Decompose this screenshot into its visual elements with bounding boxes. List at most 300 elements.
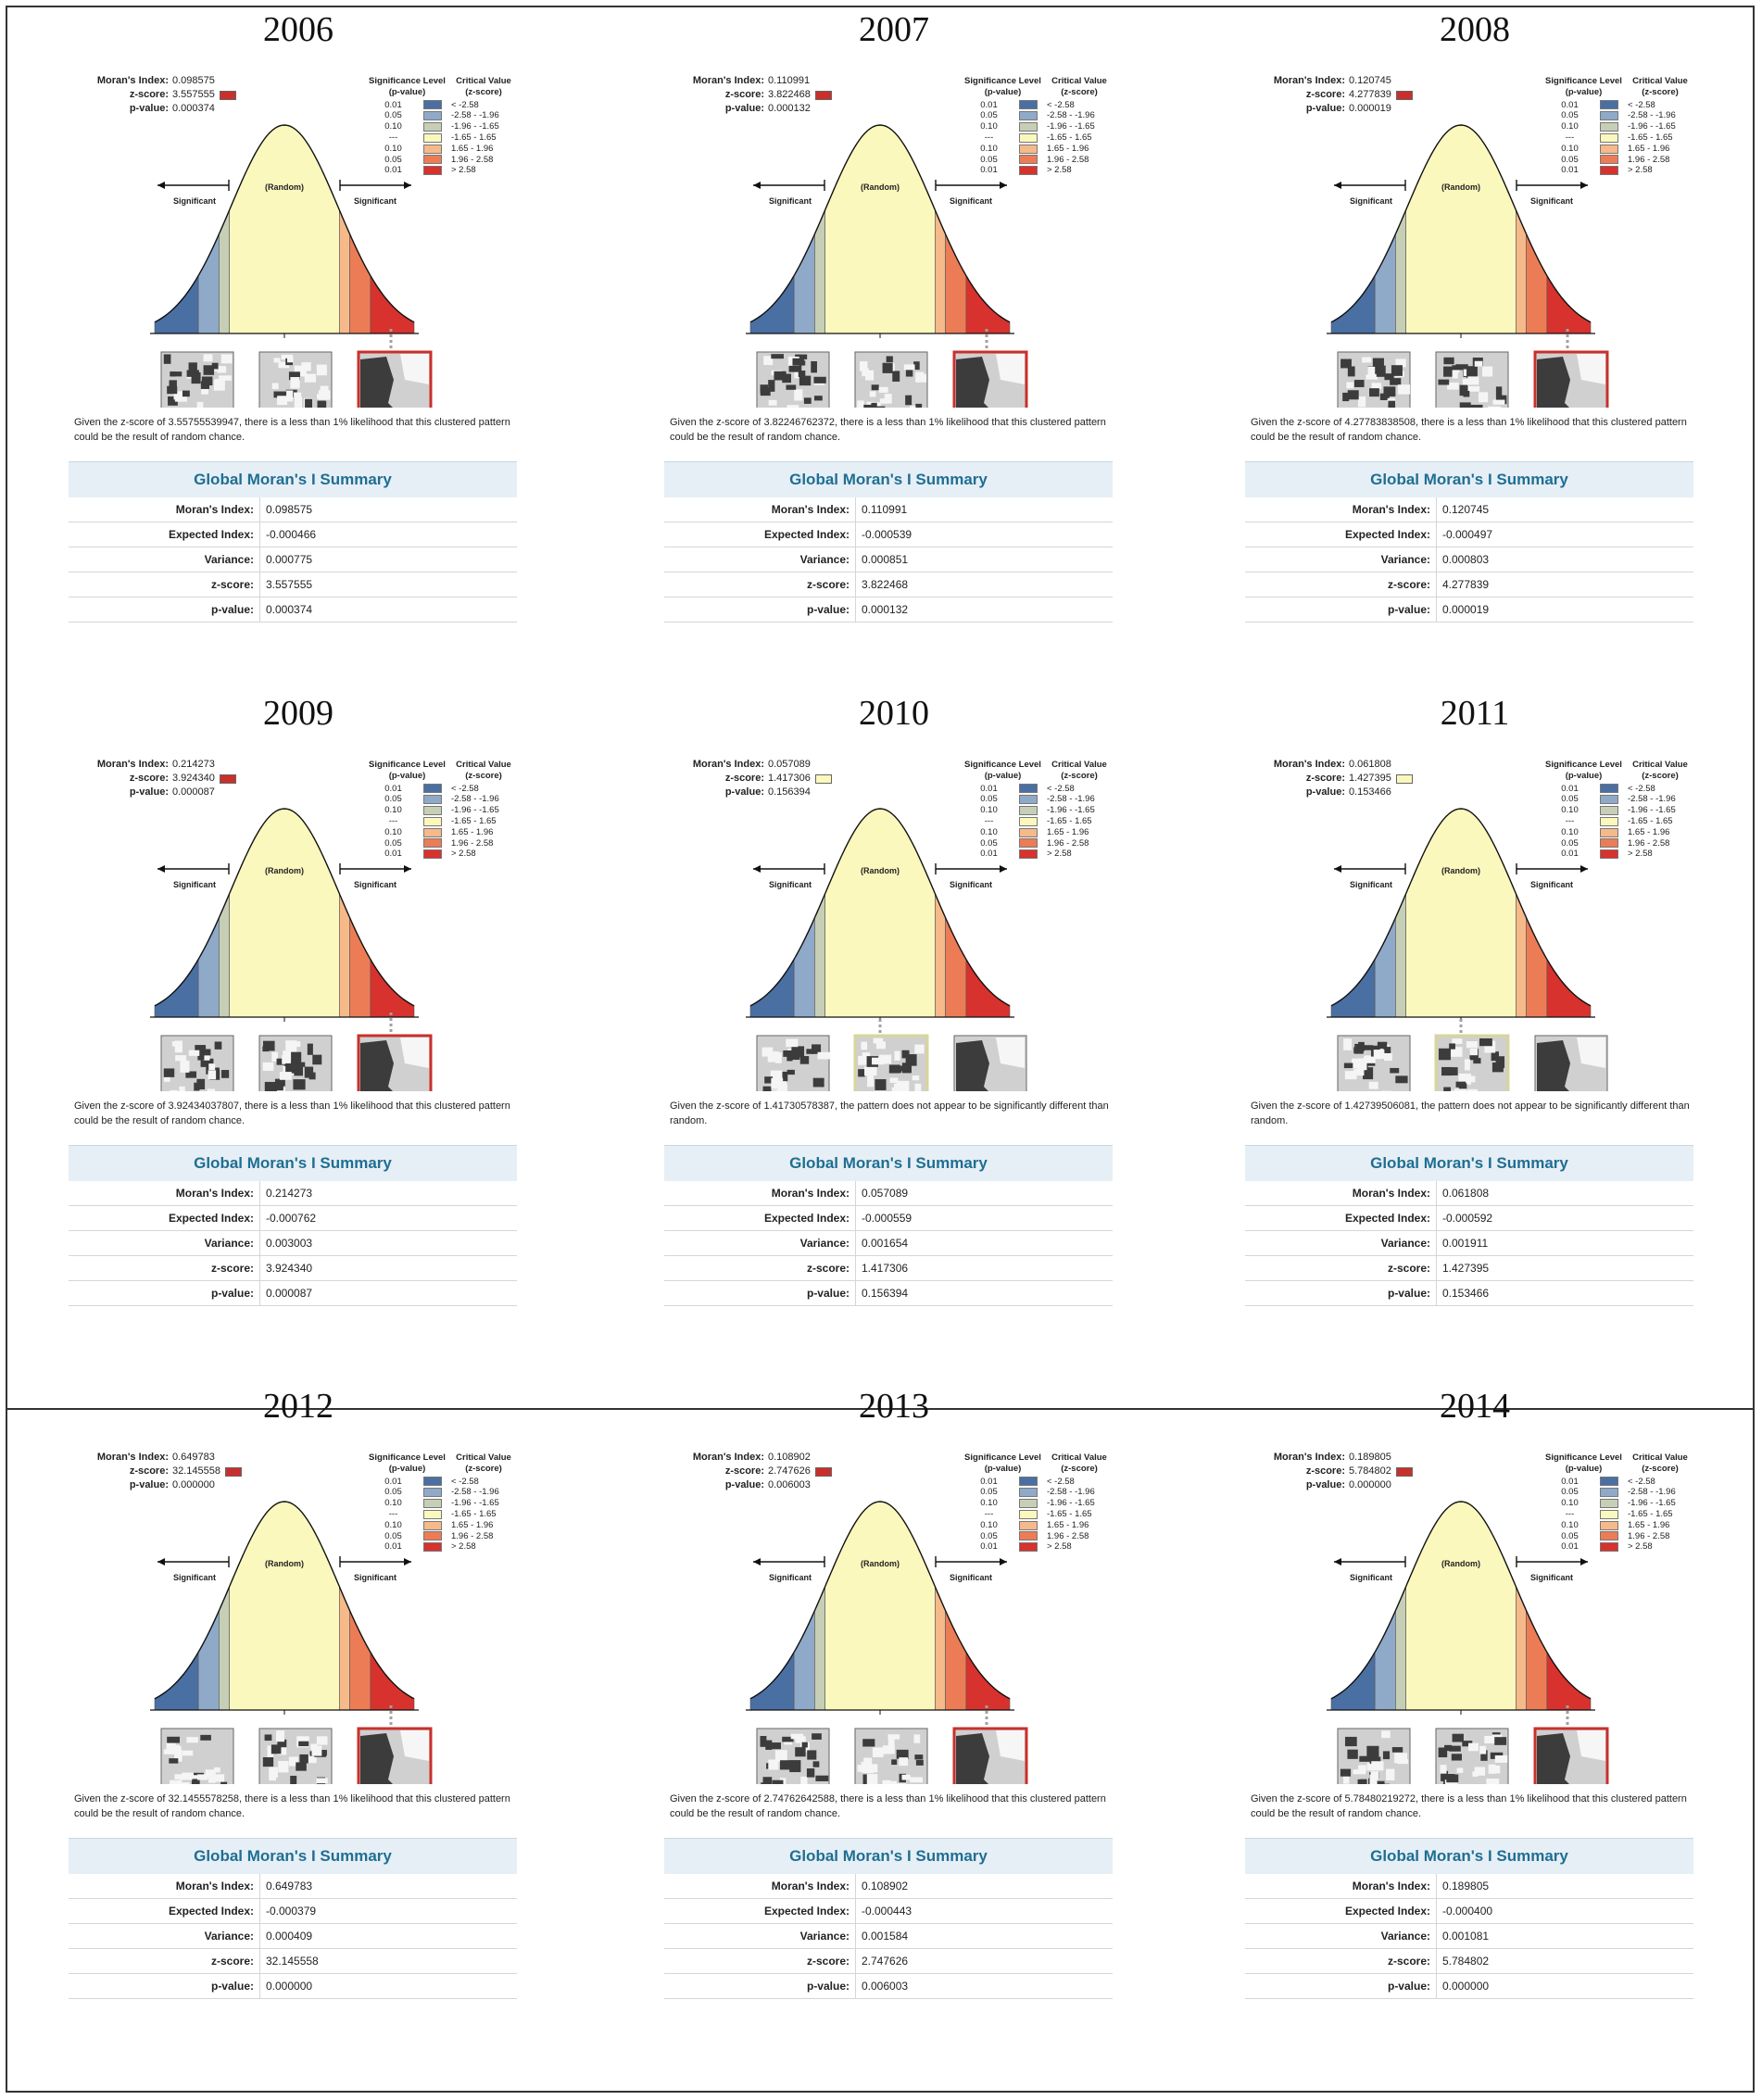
random-label: (Random) — [861, 1559, 900, 1568]
summary-key: Moran's Index: — [664, 497, 856, 522]
summary-title: Global Moran's I Summary — [69, 461, 517, 497]
pattern-map-random — [259, 352, 332, 408]
z-score-value: 5.784802 — [1349, 1465, 1391, 1477]
legend-p-value: 0.01 — [1561, 1541, 1579, 1553]
z-score-label: z-score: — [724, 89, 764, 100]
map-patch — [208, 1063, 215, 1070]
summary-key: Variance: — [664, 547, 856, 572]
normal-curve-graphic — [1234, 65, 1716, 408]
legend-p-value: 0.01 — [980, 849, 998, 860]
legend-p-value: 0.01 — [1561, 165, 1579, 176]
map-patch — [200, 1735, 211, 1741]
global-morans-summary — [69, 461, 517, 622]
summary-value: 0.110991 — [862, 503, 908, 516]
summary-title: Global Moran's I Summary — [664, 461, 1113, 497]
legend-z-range: 1.96 - 2.58 — [451, 154, 494, 165]
legend-z-range: -2.58 - -1.96 — [451, 110, 499, 121]
legend-p-value: 0.10 — [1561, 1519, 1579, 1530]
map-patch — [319, 390, 331, 399]
summary-key: p-value: — [69, 597, 260, 622]
curve-band-3 — [230, 809, 340, 1017]
map-patch — [1439, 1747, 1448, 1757]
summary-value: 0.120745 — [1442, 503, 1490, 516]
curve-band-5 — [1527, 918, 1547, 1017]
right-significant-label: Significant — [949, 880, 993, 889]
p-value-value: 0.156394 — [768, 786, 811, 798]
legend-z-range: 1.65 - 1.96 — [1047, 143, 1089, 154]
map-patch — [814, 396, 823, 400]
random-label: (Random) — [265, 1559, 304, 1568]
legend-z-range: 1.96 - 2.58 — [1047, 1530, 1089, 1541]
map-patch — [1452, 1038, 1462, 1044]
map-patch — [901, 1775, 910, 1780]
summary-key: z-score: — [664, 1256, 856, 1280]
left-arrow-head — [753, 1558, 761, 1566]
map-patch — [862, 1739, 875, 1746]
year-title: 2013 — [859, 1387, 929, 1426]
map-patch — [1454, 1088, 1466, 1091]
legend-z-range: -1.96 - -1.65 — [1047, 121, 1095, 132]
curve-band-3 — [825, 1502, 936, 1710]
summary-row — [1245, 1874, 1693, 1899]
map-patch — [880, 398, 887, 403]
summary-row — [1245, 1231, 1693, 1256]
legend-z-range: -1.96 - -1.65 — [451, 805, 499, 816]
legend-z-range: < -2.58 — [1047, 783, 1075, 794]
summary-key: Variance: — [1245, 547, 1437, 572]
morans-index-value: 0.120745 — [1349, 75, 1391, 86]
right-significant-label: Significant — [1529, 196, 1574, 206]
summary-row — [1245, 1974, 1693, 1999]
legend-p-value: 0.05 — [1561, 110, 1579, 121]
map-patch — [1366, 374, 1378, 379]
pattern-map-clustered — [954, 1729, 1026, 1784]
map-patch — [896, 1783, 906, 1784]
curve-band-1 — [198, 234, 219, 333]
map-patch — [290, 377, 299, 388]
map-patch — [786, 384, 796, 389]
map-patch — [318, 401, 326, 408]
map-patch — [319, 368, 325, 373]
legend-p-value: 0.10 — [1561, 121, 1579, 132]
map-patch — [1455, 364, 1467, 369]
legend-sig-header: Significance Level (p-value) — [369, 760, 446, 781]
curve-band-2 — [1395, 1587, 1405, 1710]
legend-z-range: -1.65 - 1.65 — [1628, 1508, 1673, 1519]
map-patch — [262, 1046, 269, 1051]
legend-p-value: 0.05 — [980, 1487, 998, 1498]
z-score-value: 32.145558 — [172, 1465, 220, 1477]
legend-p-value: 0.05 — [384, 110, 402, 121]
map-patch — [172, 1041, 178, 1046]
map-patch — [815, 1776, 828, 1781]
pattern-map-random — [855, 1036, 927, 1091]
summary-value: 0.189805 — [1442, 1880, 1490, 1893]
map-patch — [806, 1049, 813, 1053]
z-score-label: z-score: — [129, 89, 169, 100]
map-patch — [180, 1061, 189, 1073]
map-patch — [197, 402, 204, 408]
curve-band-5 — [946, 918, 966, 1017]
summary-value: 1.427395 — [1442, 1262, 1490, 1275]
map-patch — [794, 389, 802, 400]
curve-band-1 — [1375, 1611, 1395, 1710]
curve-band-1 — [198, 918, 219, 1017]
summary-row — [1245, 547, 1693, 572]
legend-p-value: 0.10 — [384, 121, 402, 132]
summary-row — [664, 497, 1113, 522]
map-patch — [1466, 1041, 1478, 1048]
p-value-label: p-value: — [724, 786, 764, 798]
summary-title: Global Moran's I Summary — [69, 1838, 517, 1874]
pattern-map-clustered — [954, 352, 1026, 408]
summary-row — [1245, 1949, 1693, 1974]
legend-z-range: -1.96 - -1.65 — [1047, 1498, 1095, 1509]
summary-value: 32.145558 — [266, 1955, 319, 1968]
curve-band-3 — [1406, 1502, 1517, 1710]
map-patch — [1343, 1776, 1349, 1783]
summary-value: 0.000000 — [266, 1980, 313, 1993]
year-title: 2008 — [1440, 10, 1510, 49]
map-patch — [1358, 1765, 1366, 1771]
map-patch — [1384, 1053, 1392, 1062]
legend-p-value: 0.10 — [980, 1498, 998, 1509]
curve-band-2 — [219, 894, 229, 1017]
summary-value: -0.000762 — [266, 1212, 317, 1225]
map-patch — [786, 1039, 798, 1048]
pattern-map-clustered — [1535, 1729, 1607, 1784]
map-patch — [858, 1069, 864, 1076]
p-value-value: 0.000000 — [172, 1479, 215, 1490]
interpretation-text: Given the z-score of 4.27783838508, there is a less than 1% likelihood that this clustered pattern could be the result of random chance. — [1251, 417, 1687, 443]
curve-band-2 — [814, 1587, 824, 1710]
map-patch — [280, 1072, 292, 1080]
map-patch — [775, 1750, 787, 1762]
legend-p-value: 0.01 — [1561, 783, 1579, 794]
summary-key: Expected Index: — [664, 1899, 856, 1923]
z-score-label: z-score: — [1305, 89, 1345, 100]
curve-band-6 — [966, 276, 1010, 333]
summary-value: 0.000409 — [266, 1930, 313, 1943]
summary-value: 0.153466 — [1442, 1287, 1490, 1300]
legend-sig-header: Significance Level (p-value) — [964, 76, 1041, 97]
map-patch — [1369, 1082, 1378, 1089]
summary-value: 0.001911 — [1442, 1237, 1489, 1250]
map-patch — [189, 1050, 200, 1056]
map-patch — [282, 1055, 291, 1064]
map-patch — [1378, 1781, 1385, 1784]
curve-band-4 — [935, 1587, 945, 1710]
legend-z-range: -1.96 - -1.65 — [451, 1498, 499, 1509]
curve-band-2 — [1395, 894, 1405, 1017]
map-patch — [761, 1782, 771, 1784]
morans-index-value: 0.649783 — [172, 1452, 215, 1463]
curve-band-4 — [935, 894, 945, 1017]
legend-z-range: > 2.58 — [451, 165, 476, 176]
legend-z-range: 1.65 - 1.96 — [1628, 826, 1670, 837]
map-patch — [892, 371, 900, 382]
summary-key: Variance: — [664, 1231, 856, 1255]
map-patch — [1348, 390, 1359, 399]
map-patch — [769, 400, 777, 406]
legend-p-value: 0.01 — [980, 783, 998, 794]
right-significant-label: Significant — [353, 880, 397, 889]
curve-band-6 — [371, 276, 414, 333]
pattern-map-clustered — [1535, 352, 1607, 408]
map-patch — [1369, 389, 1377, 396]
legend-z-range: 1.96 - 2.58 — [1628, 1530, 1670, 1541]
z-score-label: z-score: — [724, 1465, 764, 1477]
map-patch — [1358, 396, 1366, 407]
summary-key: p-value: — [664, 1281, 856, 1305]
map-patch — [298, 1742, 308, 1746]
map-patch — [295, 396, 302, 408]
legend-z-range: -1.65 - 1.65 — [1628, 815, 1673, 826]
summary-row — [1245, 1924, 1693, 1949]
summary-key: p-value: — [69, 1281, 260, 1305]
map-patch — [799, 376, 811, 386]
map-patch — [214, 1767, 220, 1773]
map-patch — [1362, 358, 1371, 363]
summary-key: Moran's Index: — [664, 1181, 856, 1205]
summary-row — [664, 1281, 1113, 1306]
curve-band-6 — [371, 1653, 414, 1710]
curve-band-5 — [350, 918, 371, 1017]
curve-band-5 — [946, 1611, 966, 1710]
legend-p-value: 0.05 — [1561, 837, 1579, 849]
random-label: (Random) — [1441, 182, 1480, 192]
legend-p-value: 0.10 — [384, 805, 402, 816]
summary-key: Expected Index: — [69, 1899, 260, 1923]
legend-p-value: 0.01 — [980, 1476, 998, 1487]
pattern-map-random — [259, 1036, 332, 1091]
map-patch — [867, 1075, 874, 1087]
year-panel-2011 — [1234, 693, 1716, 1369]
map-patch — [1475, 361, 1483, 367]
map-patch — [792, 358, 804, 366]
map-patch — [1475, 1767, 1485, 1776]
map-patch — [265, 1734, 272, 1741]
summary-row — [664, 1899, 1113, 1924]
map-patch — [294, 393, 301, 397]
summary-row — [1245, 1256, 1693, 1281]
p-value-label: p-value: — [129, 1479, 169, 1490]
curve-band-2 — [1395, 210, 1405, 333]
summary-key: Expected Index: — [69, 522, 260, 547]
summary-title: Global Moran's I Summary — [664, 1145, 1113, 1181]
legend-z-range: 1.65 - 1.96 — [1628, 143, 1670, 154]
legend-z-range: 1.96 - 2.58 — [1628, 154, 1670, 165]
summary-value: -0.000400 — [1442, 1905, 1493, 1918]
summary-key: Moran's Index: — [1245, 1181, 1437, 1205]
summary-row — [1245, 1181, 1693, 1206]
normal-curve-graphic — [653, 748, 1135, 1091]
legend-p-value: 0.01 — [384, 99, 402, 110]
map-patch — [795, 1747, 805, 1756]
legend-cv-header: Critical Value (z-score) — [1632, 76, 1688, 97]
map-patch — [914, 1084, 921, 1091]
summary-value: 0.000803 — [1442, 553, 1490, 566]
map-patch — [1395, 1075, 1407, 1083]
random-label: (Random) — [1441, 866, 1480, 875]
curve-band-2 — [219, 1587, 229, 1710]
summary-key: Expected Index: — [1245, 522, 1437, 547]
legend-cv-header: Critical Value (z-score) — [456, 760, 511, 781]
legend-z-range: 1.96 - 2.58 — [451, 1530, 494, 1541]
map-patch — [276, 1730, 284, 1742]
summary-title: Global Moran's I Summary — [1245, 1838, 1693, 1874]
map-patch — [1398, 384, 1410, 394]
map-patch — [762, 1048, 774, 1057]
summary-key: Variance: — [1245, 1231, 1437, 1255]
map-patch — [811, 361, 817, 372]
year-panel-2014 — [1234, 1386, 1716, 2062]
legend-sig-header: Significance Level (p-value) — [964, 1452, 1041, 1474]
legend-z-range: < -2.58 — [451, 783, 479, 794]
map-patch — [1369, 1775, 1377, 1784]
legend-z-range: -1.96 - -1.65 — [1628, 1498, 1676, 1509]
legend-sig-header: Significance Level (p-value) — [1545, 76, 1622, 97]
year-panel-2013 — [653, 1386, 1135, 2062]
map-patch — [1446, 1775, 1458, 1783]
legend-p-value: 0.05 — [1561, 1487, 1579, 1498]
morans-index-label: Moran's Index: — [96, 1452, 169, 1463]
map-patch — [892, 1088, 899, 1091]
legend-z-range: 1.96 - 2.58 — [451, 837, 494, 849]
summary-row — [664, 522, 1113, 547]
map-patch — [1347, 1750, 1357, 1759]
summary-key: Moran's Index: — [664, 1874, 856, 1898]
summary-row — [69, 1899, 517, 1924]
summary-row — [1245, 1206, 1693, 1231]
legend-p-value: 0.01 — [384, 1541, 402, 1553]
legend-p-value: 0.01 — [980, 165, 998, 176]
p-value-value: 0.000374 — [172, 103, 215, 114]
interpretation-text: Given the z-score of 1.42739506081, the pattern does not appear to be significantly different than random. — [1251, 1100, 1690, 1126]
legend-z-range: -1.65 - 1.65 — [1047, 815, 1092, 826]
map-patch — [915, 374, 926, 383]
pattern-map-random — [259, 1729, 332, 1784]
legend-z-range: -1.65 - 1.65 — [451, 815, 497, 826]
summary-value: 0.214273 — [266, 1187, 313, 1200]
pattern-map-clustered — [359, 352, 431, 408]
legend-cv-header: Critical Value (z-score) — [1051, 1452, 1107, 1474]
summary-value: 0.003003 — [266, 1237, 313, 1250]
summary-row — [664, 597, 1113, 622]
curve-band-3 — [1406, 809, 1517, 1017]
summary-key: p-value: — [664, 1974, 856, 1998]
morans-index-value: 0.108902 — [768, 1452, 811, 1463]
p-value-label: p-value: — [724, 1479, 764, 1490]
legend-p-value: 0.10 — [384, 1519, 402, 1530]
map-patch — [1492, 1063, 1504, 1072]
map-patch — [1343, 1038, 1352, 1050]
right-significant-label: Significant — [353, 196, 397, 206]
summary-key: p-value: — [69, 1974, 260, 1998]
interpretation-text: Given the z-score of 3.55755539947, there is a less than 1% likelihood that this clustered pattern could be the result of random chance. — [74, 417, 510, 443]
curve-band-5 — [946, 234, 966, 333]
curve-band-6 — [371, 960, 414, 1017]
global-morans-summary — [1245, 461, 1693, 622]
legend-p-value: --- — [1565, 1508, 1575, 1519]
year-title: 2014 — [1440, 1387, 1510, 1426]
morans-index-label: Moran's Index: — [1273, 1452, 1345, 1463]
global-morans-summary — [1245, 1145, 1693, 1306]
legend-z-range: -1.96 - -1.65 — [451, 121, 499, 132]
curve-band-1 — [1375, 234, 1395, 333]
interpretation-text: Given the z-score of 3.92434037807, there is a less than 1% likelihood that this clustered pattern could be the result of random chance. — [74, 1100, 510, 1126]
summary-value: -0.000592 — [1442, 1212, 1493, 1225]
map-patch — [875, 1079, 886, 1090]
map-patch — [299, 1754, 308, 1764]
curve-band-2 — [814, 210, 824, 333]
left-significant-label: Significant — [172, 196, 217, 206]
summary-key: Expected Index: — [1245, 1899, 1437, 1923]
summary-key: Variance: — [69, 547, 260, 572]
z-score-label: z-score: — [1305, 773, 1345, 784]
z-score-value: 4.277839 — [1349, 89, 1391, 100]
summary-value: 0.006003 — [862, 1980, 909, 1993]
p-value-value: 0.000000 — [1349, 1479, 1391, 1490]
summary-value: 0.000132 — [862, 603, 909, 616]
map-patch — [863, 405, 873, 408]
legend-p-value: 0.05 — [980, 110, 998, 121]
map-patch — [1491, 1766, 1500, 1774]
legend-cv-header: Critical Value (z-score) — [456, 1452, 511, 1474]
summary-value: 0.000775 — [266, 553, 313, 566]
curve-band-1 — [794, 234, 814, 333]
morans-index-label: Moran's Index: — [692, 759, 764, 770]
summary-row — [69, 547, 517, 572]
legend-p-value: 0.05 — [980, 794, 998, 805]
year-panel-2006 — [57, 9, 539, 685]
map-patch — [882, 1780, 890, 1784]
map-patch — [1465, 1059, 1470, 1070]
right-arrow-head — [1000, 865, 1007, 873]
legend-p-value: 0.05 — [1561, 1530, 1579, 1541]
summary-row — [664, 1949, 1113, 1974]
legend-z-range: > 2.58 — [451, 1541, 476, 1553]
map-patch — [1441, 1067, 1453, 1075]
p-value-label: p-value: — [1305, 103, 1345, 114]
normal-curve-graphic — [1234, 1441, 1716, 1784]
legend-p-value: 0.01 — [384, 849, 402, 860]
year-title: 2009 — [263, 694, 334, 733]
legend-p-value: 0.05 — [384, 794, 402, 805]
pattern-map-clustered — [1535, 1036, 1607, 1091]
map-patch — [177, 1782, 190, 1784]
map-patch — [807, 1768, 814, 1778]
legend-p-value: 0.05 — [384, 154, 402, 165]
year-title: 2012 — [263, 1387, 334, 1426]
z-score-value: 3.822468 — [768, 89, 811, 100]
map-patch — [1449, 1746, 1461, 1752]
summary-value: -0.000466 — [266, 528, 317, 541]
map-patch — [1377, 366, 1386, 377]
right-arrow-head — [404, 182, 411, 189]
legend-sig-header: Significance Level (p-value) — [964, 760, 1041, 781]
legend-z-range: -1.65 - 1.65 — [451, 1508, 497, 1519]
map-patch — [1340, 359, 1352, 369]
legend-z-range: -1.96 - -1.65 — [1047, 805, 1095, 816]
legend-z-range: 1.96 - 2.58 — [1047, 837, 1089, 849]
map-patch — [1466, 1075, 1475, 1082]
legend-z-range: -2.58 - -1.96 — [1047, 110, 1095, 121]
map-patch — [860, 361, 867, 371]
left-significant-label: Significant — [1349, 880, 1393, 889]
map-patch — [1482, 367, 1492, 377]
map-patch — [175, 1055, 186, 1061]
